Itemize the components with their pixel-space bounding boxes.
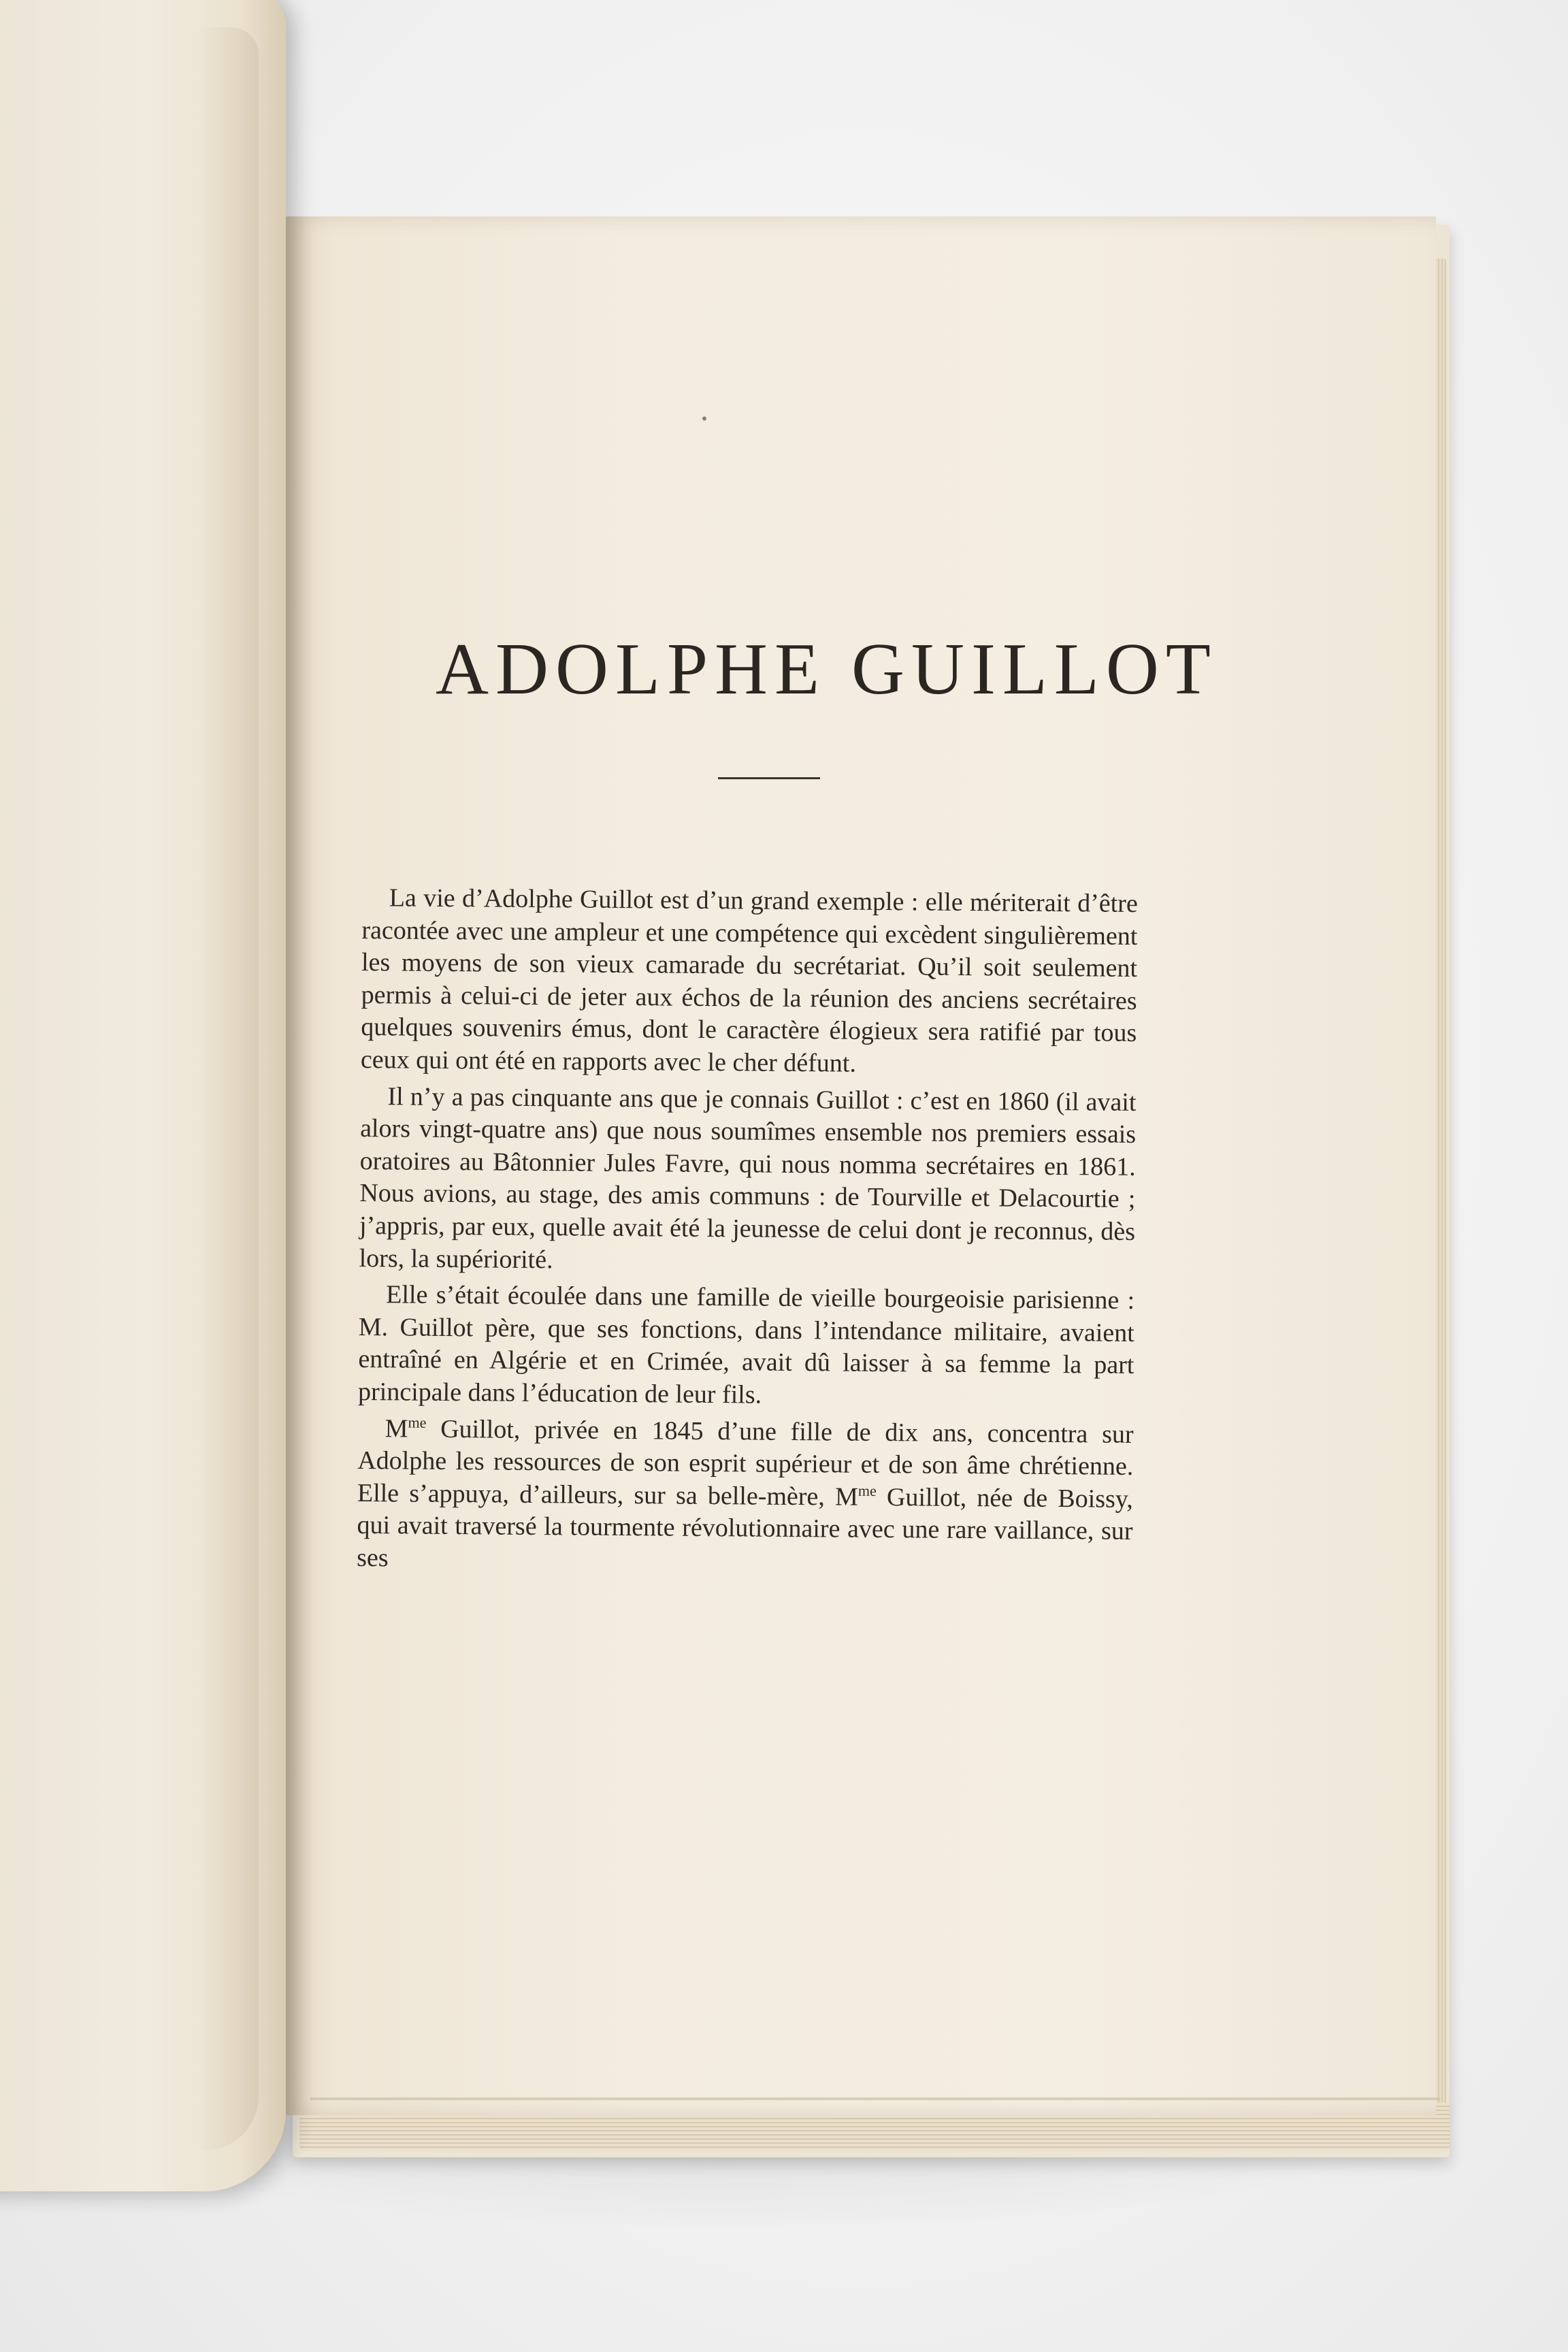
inline-honorific-m: M	[834, 1482, 859, 1512]
paragraph-1: La vie d’Adolphe Guillot est d’un grand exemple : elle mériterait d’être racontée avec une ampleur et une compétence qui excèdent singulièrement les moyens de son vieux camarade du secrétariat. Qu’il soit seulement permis à celui-ci de jeter aux échos de la réunion des anciens secrétaires quelques souvenirs émus, dont le caractère élogieux sera ratifié par tous ceux qui ont été en rapports avec le cher défunt.	[360, 883, 1138, 1078]
body-text	[357, 882, 1138, 1584]
paragraph-2: Il n’y a pas cinquante ans que je connais Guillot : c’est en 1860 (il avait alors vingt-quatre ans) que nous soumîmes ensemble nos premiers essais oratoires au Bâtonnier Jules Favre, qui nous nomma secrétaires en 1861. Nous avions, au stage, des amis communs : de Tourville et Delacourtie ; j’appris, par eux, quelle avait été la jeunesse de celui dont je reconnus, dès lors, la supériorité.	[359, 1081, 1137, 1274]
title-rule	[718, 777, 820, 779]
paragraph-4-text: Guillot, privée en 1845 d’une fille de dix ans, concentra sur Adolphe les ressources de son esprit supérieur et de son âme chrétienne. Elle s’appuya, d’ailleurs, sur sa belle-mère,	[357, 1414, 1134, 1512]
honorific-sup: me	[408, 1414, 427, 1431]
page-bottom-edge	[310, 2097, 1440, 2100]
paragraph-3: Elle s’était écoulée dans une famille de vieille bourgeoisie parisienne : M. Guillot père, que ses fonctions, dans l’intendance militaire, avaient entraîné en Algérie et en Crimée, avait dû laisser à sa femme la part principale dans l’éducation de leur fils.	[357, 1280, 1135, 1409]
paper-speck	[702, 416, 706, 421]
paragraph-4	[357, 1412, 1134, 1580]
inline-honorific-sup: me	[858, 1482, 877, 1499]
honorific-m: M	[385, 1414, 408, 1443]
page-title: ADOLPHE GUILLOT	[436, 629, 1218, 710]
left-page-curl	[197, 27, 259, 2151]
left-page	[0, 0, 286, 2191]
paragraph-4-text-after: Guillot, née de Boissy, qui avait traversé la tourmente révolutionnaire avec une rare vaillance, sur ses	[357, 1482, 1134, 1573]
